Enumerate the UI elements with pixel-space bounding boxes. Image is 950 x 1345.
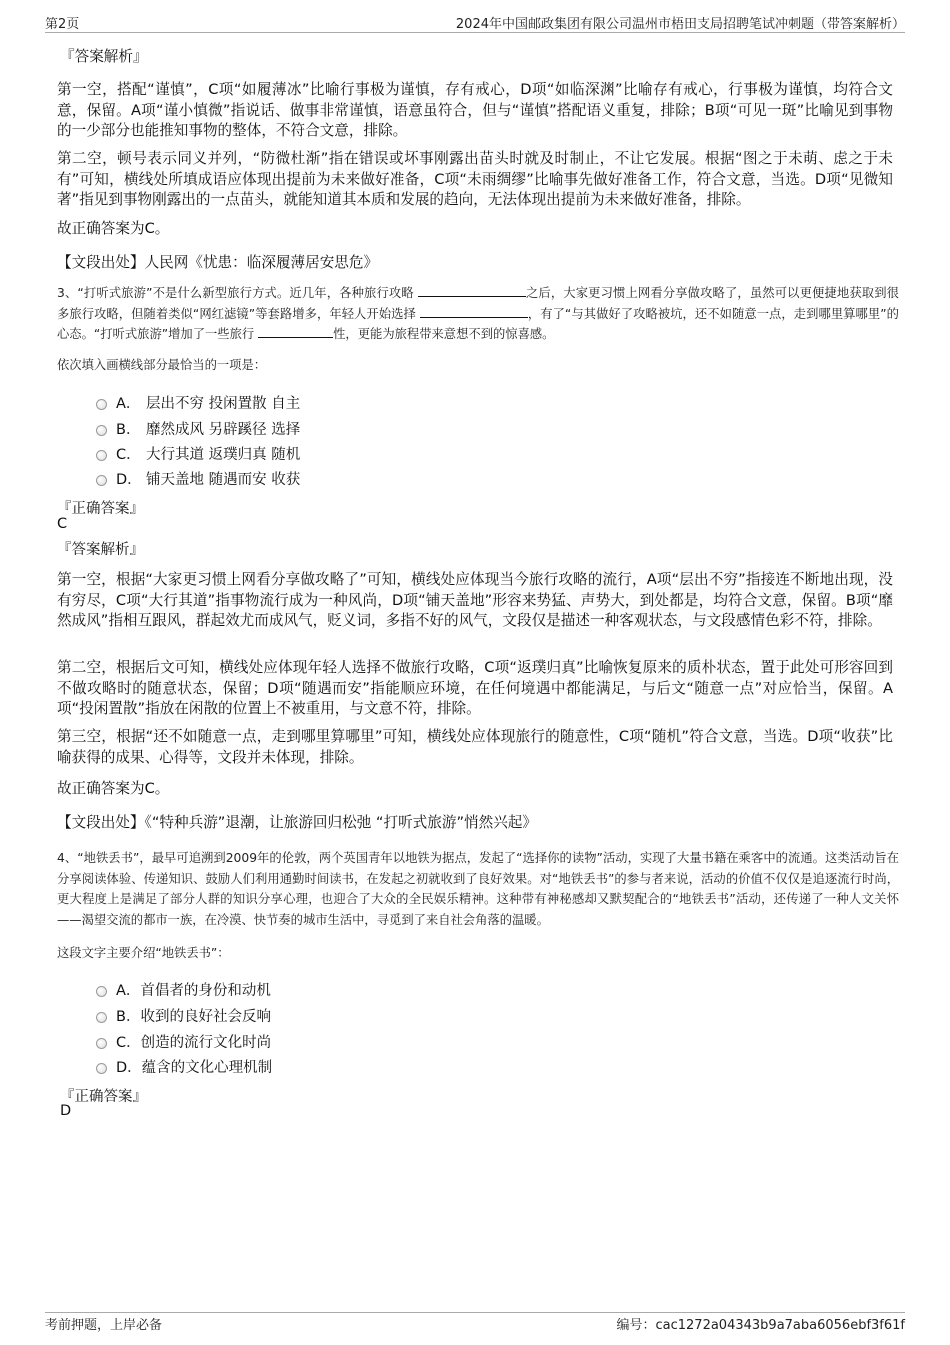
option-text: 创造的流行文化时尚 (140, 1034, 272, 1051)
analysis-paragraph: 第二空，根据后文可知，横线处应体现年轻人选择不做旅行攻略，C项“返璞归真”比喻恢复原来的质朴状态，置于此处可形容回到不做攻略时的随意状态，保留；D项“随遇而安”指能顺应环境，在任何境遇中都能满足，与后文“随意一点”对应恰当，保留。A项“投闲置散”指放在闲散的位置上不被重用，与文意不符，排除。 (57, 659, 893, 717)
answer-conclusion: 故正确答案为C。 (57, 220, 170, 237)
question-3-prompt: 依次填入画横线部分最恰当的一项是： (57, 358, 267, 372)
document-id: 编号：cac1272a04343b9a7aba6056ebf3f61f (616, 1318, 905, 1333)
radio-icon[interactable] (96, 1012, 107, 1023)
radio-icon[interactable] (96, 450, 107, 461)
option-a[interactable] (96, 391, 300, 413)
option-text: 铺天盖地 随遇而安 收获 (146, 471, 301, 488)
option-key: A． (116, 982, 141, 999)
option-c[interactable] (96, 1030, 271, 1052)
blank-3 (258, 325, 333, 338)
stem-text: 3、“打听式旅游”不是什么新型旅行方式。近几年，各种旅行攻略 (57, 286, 414, 300)
analysis-paragraph: 第二空，顿号表示同义并列，“防微杜渐”指在错误或坏事刚露出苗头时就及时制止，不让它发展。根据“图之于未萌、虑之于未有”可知，横线处所填成语应体现出提前为未来做好准备，C项“未雨绸缪”比喻事先做好准备工作，符合文意，当选。D项“见微知著”指见到事物刚露出的一点苗头，就能知道其本质和发展的趋向，无法体现出提前为未来做好准备，排除。 (57, 150, 893, 208)
correct-answer: D (60, 1103, 72, 1119)
source-citation: 【文段出处】人民网《忧患：临深履薄居安思危》 (57, 254, 379, 271)
option-a[interactable] (96, 978, 271, 1000)
page-number: 第2页 (45, 17, 80, 32)
correct-answer-label: 『正确答案』 (57, 501, 144, 517)
radio-icon[interactable] (96, 986, 107, 997)
correct-answer-label: 『正确答案』 (60, 1089, 147, 1105)
option-text: 大行其道 返璞归真 随机 (146, 446, 301, 463)
stem-text: 性，更能为旅程带来意想不到的惊喜感。 (333, 327, 555, 341)
option-text: 收到的良好社会反响 (140, 1008, 271, 1025)
radio-icon[interactable] (96, 399, 107, 410)
option-d[interactable] (96, 467, 300, 489)
footer-slogan: 考前押题，上岸必备 (45, 1318, 163, 1333)
analysis-label: 『答案解析』 (60, 48, 148, 65)
document-title: 2024年中国邮政集团有限公司温州市梧田支局招聘笔试冲刺题（带答案解析） (455, 17, 905, 32)
header-divider (45, 32, 905, 33)
radio-icon[interactable] (96, 1063, 107, 1074)
stem-text: 之后，大家更习惯上网看分享做攻略了，虽然可以更便捷地获取到很多旅行攻略，但随着类似“网红滤镜”等套路增多，年轻人开始选择 (57, 286, 899, 321)
option-text: 首倡者的身份和动机 (140, 982, 271, 999)
question-4-prompt: 这段文字主要介绍“地铁丢书”： (57, 946, 230, 960)
analysis-paragraph: 第一空，搭配“谨慎”，C项“如履薄冰”比喻行事极为谨慎，存有戒心，D项“如临深渊”比喻存有戒心，行事极为谨慎，均符合文意，保留。A项“谨小慎微”指说话、做事非常谨慎，语意虽符合，但与“谨慎”搭配语义重复，排除；B项“可见一斑”比喻见到事物的一少部分也能推知事物的整体，不符合文意，排除。 (57, 81, 893, 139)
analysis-paragraph: 第一空，根据“大家更习惯上网看分享做攻略了”可知，横线处应体现当今旅行攻略的流行，A项“层出不穷”指接连不断地出现，没有穷尽，C项“大行其道”指事物流行成为一种风尚，D项“铺天盖地”形容来势猛、声势大，到处都是，均符合文意，保留。B项“靡然成风”指相互跟风，群起效尤而成风气，贬义词，多指不好的风气，文段仅是描述一种客观状态，与文段感情色彩不符，排除。 (57, 571, 893, 629)
question-3-stem (57, 283, 899, 345)
source-citation: 【文段出处】《“特种兵游”退潮，让旅游回归松弛 “打听式旅游”悄然兴起》 (57, 814, 537, 831)
option-c[interactable] (96, 442, 300, 464)
blank-2 (420, 305, 528, 318)
footer-divider (45, 1312, 905, 1313)
radio-icon[interactable] (96, 425, 107, 436)
option-d[interactable] (96, 1055, 272, 1077)
answer-conclusion: 故正确答案为C。 (57, 780, 170, 797)
option-key: B． (116, 1008, 141, 1025)
option-text: 层出不穷 投闲置散 自主 (146, 395, 301, 412)
option-b[interactable] (96, 1004, 271, 1026)
option-key: A． (116, 395, 141, 412)
option-text: 蕴含的文化心理机制 (141, 1059, 273, 1076)
radio-icon[interactable] (96, 475, 107, 486)
option-key: C． (116, 446, 141, 463)
analysis-paragraph: 第三空，根据“还不如随意一点，走到哪里算哪里”可知，横线处应体现旅行的随意性，C项“随机”符合文意，当选。D项“收获”比喻获得的成果、心得等，文段并未体现，排除。 (57, 728, 893, 766)
option-key: C． (116, 1034, 141, 1051)
option-b[interactable] (96, 417, 300, 439)
question-4-stem: 4、“地铁丢书”，最早可追溯到2009年的伦敦，两个英国青年以地铁为据点，发起了“选择你的读物”活动，实现了大量书籍在乘客中的流通。这类活动旨在分享阅读体验、传递知识、鼓励人们利用通勤时间读书，在发起之初就收到了良好效果。对“地铁丢书”的参与者来说，活动的价值不仅仅是追逐流行时尚，更大程度上是满足了部分人群的知识分享心理，也迎合了大众的全民娱乐精神。这种带有神秘感却又默契配合的“地铁丢书”活动，还传递了一种人文关怀——渴望交流的都市一族，在冷漠、快节奏的城市生活中，寻觅到了来自社会角落的温暖。 (57, 851, 899, 927)
option-key: B． (116, 421, 141, 438)
option-text: 靡然成风 另辟蹊径 选择 (146, 421, 301, 438)
option-key: D． (116, 471, 142, 488)
option-key: D． (116, 1059, 142, 1076)
stem-text: ，有了“与其做好了攻略被坑，还不如随意一点，走到哪里算哪里”的心态。“打听式旅游”增加了一些旅行 (57, 306, 899, 341)
analysis-label: 『答案解析』 (57, 542, 144, 558)
blank-1 (418, 284, 526, 297)
radio-icon[interactable] (96, 1038, 107, 1049)
correct-answer: C (57, 516, 68, 532)
